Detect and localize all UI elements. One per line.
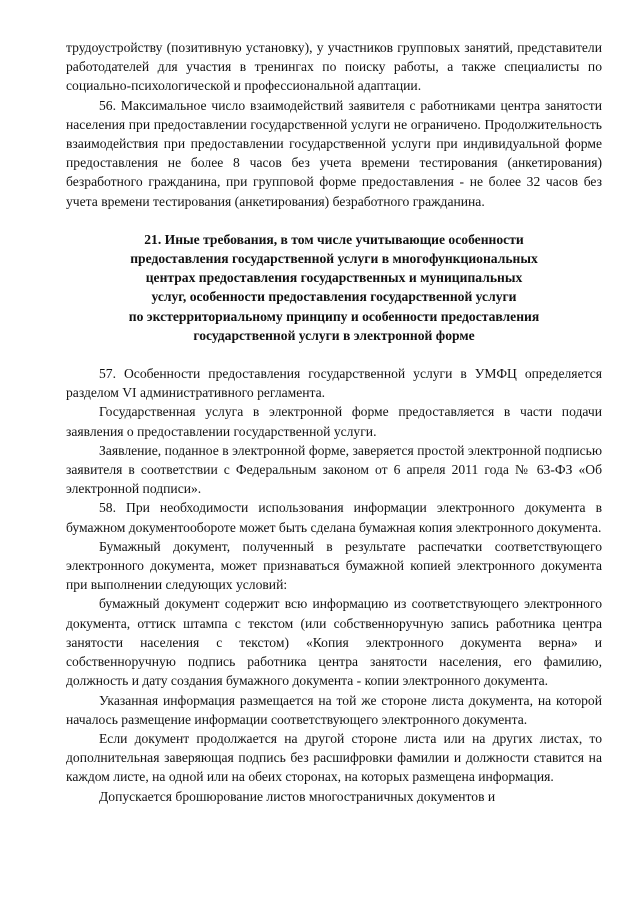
heading-line: по экстерриториальному принципу и особенности предоставления — [128, 308, 540, 324]
paragraph-continuation: трудоустройству (позитивную установку), у участников групповых занятий, представители работодателей для участия в тренингах по поиску работы, а также специалисты по социально-психологической и профессиональной адаптации. — [66, 40, 602, 94]
heading-line: предоставления государственной услуги в многофункциональных — [130, 251, 538, 267]
section-heading-21 — [66, 230, 602, 345]
paragraph-electronic-signature: Заявление, поданное в электронной форме, заверяется простой электронной подписью заявителя в соответствии с Федеральным законом от 6 апреля 2011 года № 63-ФЗ «Об электронной подписи». — [66, 442, 602, 497]
heading-line: центрах предоставления государственных и муниципальных — [145, 270, 523, 286]
paragraph-copy-conditions: бумажный документ содержит всю информацию из соответствующего электронного документа, оттиск штампа с текстом (или собственноручную запись работника центра занятости населения с текстом) «Копия электронного документа верна» и собственноручную подпись работника центра занятости населения, его фамилию, должность и дату создания бумажного документа - копии электронного документа. — [66, 596, 602, 689]
paragraph-57: 57. Особенности предоставления государственной услуги в УМФЦ определяется разделом VI административного регламента. — [66, 366, 602, 401]
paragraph-multipage: Если документ продолжается на другой стороне листа или на других листах, то дополнительная заверяющая подпись без расшифровки фамилии и должности ставится на каждом листе, на одной или на обеих сторонах, на которых размещена информация. — [66, 730, 602, 785]
heading-line: услуг, особенности предоставления государственной услуги — [151, 289, 517, 305]
paragraph-paper-copy: Бумажный документ, полученный в результате распечатки соответствующего электронного документа, может признаваться бумажной копией электронного документа при выполнении следующих условий: — [66, 538, 602, 593]
paragraph-binding: Допускается брошюрование листов многостраничных документов и — [99, 788, 496, 804]
heading-line: государственной услуги в электронной форме — [193, 327, 475, 343]
paragraph-58: 58. При необходимости использования информации электронного документа в бумажном документообороте может быть сделана бумажная копия электронного документа. — [66, 500, 602, 535]
heading-line: 21. Иные требования, в том числе учитывающие особенности — [144, 231, 524, 247]
paragraph-placement: Указанная информация размещается на той же стороне листа документа, на которой началось размещение информации соответствующего электронного документа. — [66, 692, 602, 727]
paragraph-56: 56. Максимальное число взаимодействий заявителя с работниками центра занятости населения при предоставлении государственной услуги не ограничено. Продолжительность взаимодействия при предоставлении государственной услуги при индивидуальной форме предоставления не более 8 часов без учета времени тестирования (анкетирования) безработного гражданина, при групповой форме предоставления - не более 32 часов без учета времени тестирования (анкетирования) безработного гражданина. — [66, 97, 602, 209]
paragraph-electronic-form: Государственная услуга в электронной форме предоставляется в части подачи заявления о предоставлении государственной услуги. — [66, 404, 602, 439]
